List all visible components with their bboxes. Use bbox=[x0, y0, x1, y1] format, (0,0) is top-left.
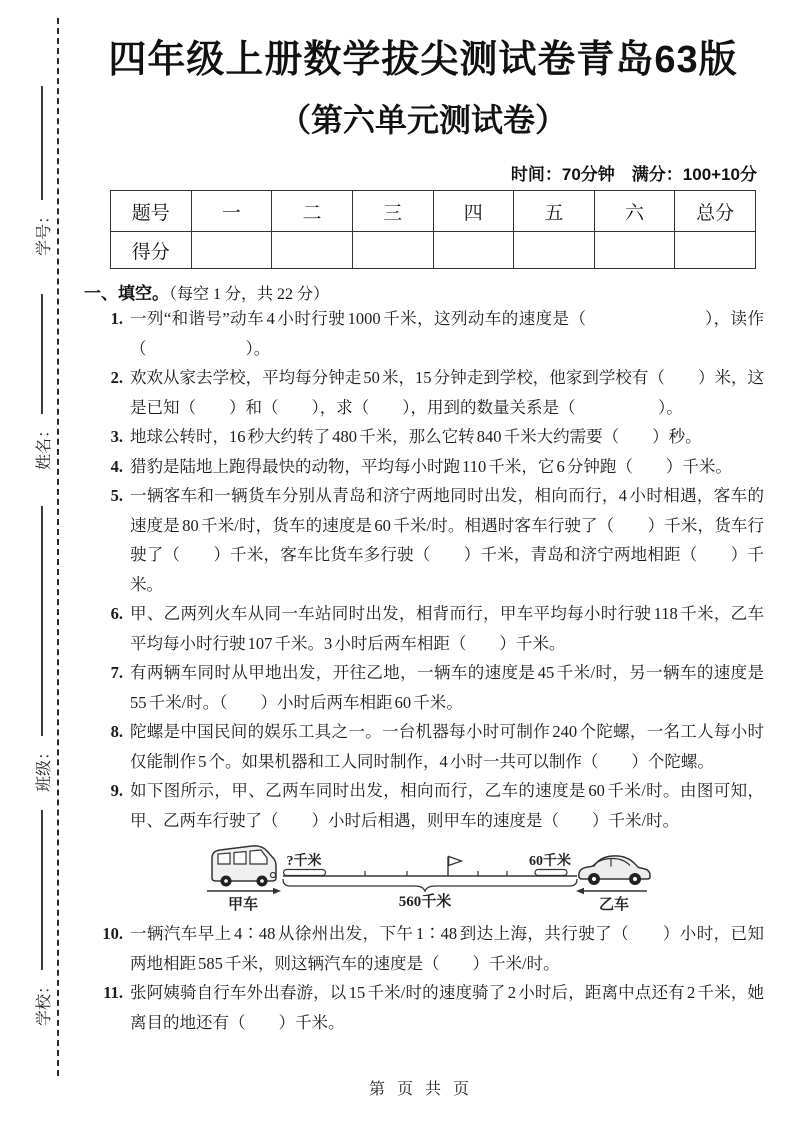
student-name-label: 姓名： bbox=[35, 421, 53, 470]
total-distance-brace bbox=[283, 879, 577, 891]
student-class-fill-line bbox=[41, 506, 43, 736]
question-body bbox=[130, 776, 764, 919]
question-text: 有两辆车同时从甲地出发，开往乙地，一辆车的速度是 45 千米/时，另一辆车的速度是 55 千米/时。（ ）小时后两车相距 60 千米。 bbox=[130, 663, 764, 712]
score-empty-cell bbox=[675, 232, 756, 269]
question-number: 7. bbox=[110, 663, 123, 682]
question-number: 6. bbox=[110, 604, 123, 623]
score-header-cell: 五 bbox=[514, 191, 595, 232]
student-class-field bbox=[30, 506, 54, 792]
known-segment-label: 60千米 bbox=[529, 854, 571, 869]
question-item bbox=[96, 452, 764, 482]
unknown-segment-label: ?千米 bbox=[286, 854, 322, 869]
score-table bbox=[110, 190, 756, 269]
car-icon bbox=[579, 856, 650, 885]
section-one-heading bbox=[84, 279, 329, 304]
question-number: 3. bbox=[110, 427, 123, 446]
question-text: 一列“和谐号”动车 4 小时行驶 1000 千米，这列动车的速度是（ ），读作（ ）。 bbox=[130, 309, 764, 358]
question-item bbox=[96, 978, 764, 1037]
score-header-cell: 总分 bbox=[675, 191, 756, 232]
question-item bbox=[96, 304, 764, 363]
score-header-cell: 二 bbox=[272, 191, 353, 232]
student-name-fill-line bbox=[41, 294, 43, 414]
score-header-cell: 四 bbox=[433, 191, 514, 232]
score-empty-cell bbox=[272, 232, 353, 269]
question-text: 甲、乙两列火车从同一车站同时出发，相背而行，甲车平均每小时行驶 118 千米，乙车平均每小时行驶 107 千米。3 小时后两车相距（ ）千米。 bbox=[130, 604, 764, 653]
student-school-field bbox=[30, 810, 54, 1026]
score-empty-cell bbox=[433, 232, 514, 269]
exam-time-score-info: 时间：70分钟 满分：100+10分 bbox=[510, 165, 757, 184]
exam-subtitle: （第六单元测试卷） bbox=[278, 102, 567, 138]
arrow-right-icon bbox=[207, 888, 281, 895]
question-number: 8. bbox=[110, 722, 123, 741]
binding-margin-dashed-line bbox=[57, 18, 59, 1076]
flag-icon bbox=[448, 857, 462, 877]
score-empty-cell bbox=[191, 232, 272, 269]
distance-line bbox=[283, 870, 577, 877]
question-text: 一辆客车和一辆货车分别从青岛和济宁两地同时出发，相向而行，4 小时相遇，客车的速度是 80 千米/时，货车的速度是 60 千米/时。相遇时客车行驶了（ ）千米，货车行驶了（ ）千米，客车比货车多行驶（ ）千米，青岛和济宁两地相距（ ）千米。 bbox=[130, 486, 764, 594]
score-header-cell: 题号 bbox=[111, 191, 192, 232]
score-empty-cell bbox=[594, 232, 675, 269]
question-number: 10. bbox=[102, 924, 123, 943]
question-number: 4. bbox=[110, 456, 123, 476]
question-item bbox=[96, 776, 764, 919]
student-school-label: 学校： bbox=[35, 977, 53, 1026]
arrow-left-icon bbox=[576, 888, 647, 895]
question-item bbox=[96, 599, 764, 658]
fill-in-blank-questions bbox=[96, 304, 764, 1037]
page-title: 四年级上册数学拔尖测试卷青岛63版 bbox=[108, 39, 738, 81]
question-item bbox=[96, 717, 764, 776]
question-number: 2. bbox=[110, 368, 123, 387]
question-number: 5. bbox=[110, 486, 123, 505]
left-vehicle-label: 甲车 bbox=[227, 897, 259, 913]
score-table-score-row bbox=[111, 232, 756, 269]
question-text: 猎豹是陆地上跑得最快的动物，平均每小时跑 110 千米，它 6 分钟跑（ ）千米。 bbox=[130, 456, 732, 476]
known-segment-bracket bbox=[535, 870, 567, 876]
total-distance-label: 560千米 bbox=[398, 894, 452, 910]
unknown-segment-bracket bbox=[284, 870, 326, 876]
section-heading-text: 一、填空。 bbox=[84, 284, 169, 303]
question-item bbox=[96, 481, 764, 599]
student-name-field bbox=[30, 294, 54, 470]
question-text: 欢欢从家去学校，平均每分钟走 50 米，15 分钟走到学校，他家到学校有（ ）米，这是已知（ ）和（ ），求（ ），用到的数量关系是（ ）。 bbox=[130, 368, 764, 417]
bus-icon bbox=[212, 846, 276, 887]
question-text: 张阿姨骑自行车外出春游，以 15 千米/时的速度骑了 2 小时后，距离中点还有 2 千米，她离目的地还有（ ）千米。 bbox=[130, 983, 764, 1032]
student-school-fill-line bbox=[41, 810, 43, 970]
footer-page-indicator: 第 页 共 页 bbox=[368, 1081, 473, 1098]
score-table-header-row bbox=[111, 191, 756, 232]
question-text: 一辆汽车早上 4∶48 从徐州出发，下午 1∶48 到达上海，共行驶了（ ）小时，已知两地相距 585 千米，则这辆汽车的速度是（ ）千米/时。 bbox=[130, 924, 764, 973]
score-header-cell: 一 bbox=[191, 191, 272, 232]
meeting-problem-diagram bbox=[190, 838, 670, 916]
question-item bbox=[96, 422, 764, 452]
score-header-cell: 六 bbox=[594, 191, 675, 232]
question-number: 1. bbox=[110, 309, 123, 328]
section-heading-note: （每空 1 分，共 22 分） bbox=[169, 286, 330, 303]
question-number: 11. bbox=[103, 983, 123, 1002]
question-item bbox=[96, 363, 764, 422]
right-vehicle-label: 乙车 bbox=[598, 897, 630, 913]
question-item bbox=[96, 658, 764, 717]
question-text: 陀螺是中国民间的娱乐工具之一。一台机器每小时可制作 240 个陀螺，一名工人每小时仅能制作 5 个。如果机器和工人同时制作，4 小时一共可以制作（ ）个陀螺。 bbox=[130, 722, 764, 771]
score-row-label: 得分 bbox=[111, 232, 192, 269]
score-header-cell: 三 bbox=[352, 191, 433, 232]
student-no-label: 学号： bbox=[35, 207, 53, 256]
question-text: 地球公转时，16 秒大约转了 480 千米，那么它转 840 千米大约需要（ ）秒。 bbox=[130, 427, 702, 446]
question-number: 9. bbox=[110, 781, 123, 800]
student-class-label: 班级： bbox=[35, 743, 53, 792]
score-empty-cell bbox=[352, 232, 433, 269]
question-item bbox=[96, 919, 764, 978]
question-text: 如下图所示，甲、乙两车同时出发，相向而行，乙车的速度是 60 千米/时。由图可知，甲、乙两车行驶了（ ）小时后相遇，则甲车的速度是（ ）千米/时。 bbox=[130, 781, 764, 830]
score-empty-cell bbox=[514, 232, 595, 269]
student-no-field bbox=[30, 86, 54, 256]
student-no-fill-line bbox=[41, 86, 43, 200]
